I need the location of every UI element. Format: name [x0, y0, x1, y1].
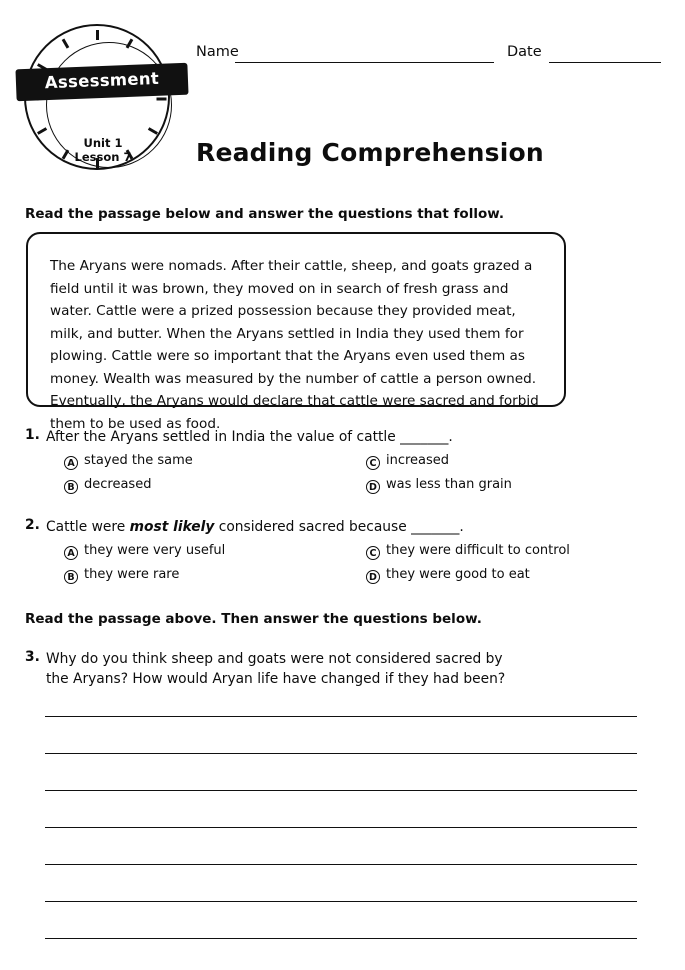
choice-bubble-a[interactable]: A: [64, 546, 78, 560]
choice-label-a: stayed the same: [84, 453, 193, 468]
answer-line[interactable]: [45, 938, 637, 939]
answer-line[interactable]: [45, 753, 637, 754]
question-2-text-after: considered sacred because _______.: [214, 519, 464, 535]
passage-box: [26, 232, 566, 432]
answer-line[interactable]: [45, 790, 637, 791]
question-1-choice-d[interactable]: [366, 477, 512, 494]
choice-bubble-b[interactable]: B: [64, 570, 78, 584]
question-2-text: [46, 517, 606, 537]
choice-bubble-d[interactable]: D: [366, 570, 380, 584]
choice-label-c: increased: [386, 453, 450, 468]
question-1-choice-c[interactable]: [366, 453, 449, 470]
choice-bubble-d[interactable]: D: [366, 480, 380, 494]
badge-unit-lesson: [58, 136, 148, 164]
question-2-number: 2.: [25, 517, 40, 533]
answer-line[interactable]: [45, 827, 637, 828]
question-1-choice-a[interactable]: [64, 453, 193, 470]
question-3-number: 3.: [25, 649, 40, 665]
question-2-choice-b[interactable]: [64, 567, 179, 584]
answer-line[interactable]: [45, 716, 637, 717]
question-2-choice-a[interactable]: [64, 543, 225, 560]
instruction-middle: Read the passage above. Then answer the questions below.: [25, 611, 482, 627]
question-1-number: 1.: [25, 427, 40, 443]
assessment-ribbon-label: Assessment: [44, 68, 160, 93]
question-1-choice-b[interactable]: [64, 477, 151, 494]
question-2-choice-d[interactable]: [366, 567, 530, 584]
answer-line[interactable]: [45, 901, 637, 902]
question-1-text: After the Aryans settled in India the value of cattle _______.: [46, 429, 453, 445]
answer-line[interactable]: [45, 864, 637, 865]
name-label: Name: [196, 44, 239, 60]
name-input-line[interactable]: [235, 62, 494, 63]
choice-bubble-c[interactable]: C: [366, 456, 380, 470]
assessment-ribbon: [15, 63, 188, 102]
badge-lesson-label: Lesson 7: [74, 150, 132, 164]
badge-unit-label: Unit 1: [83, 136, 123, 150]
choice-bubble-c[interactable]: C: [366, 546, 380, 560]
question-2-text-before: Cattle were: [46, 519, 130, 535]
page-title: Reading Comprehension: [196, 138, 544, 167]
choice-bubble-a[interactable]: A: [64, 456, 78, 470]
choice-label-c: they were difficult to control: [386, 543, 570, 558]
question-2-emphasis: most likely: [129, 519, 215, 535]
assessment-badge: [14, 18, 189, 178]
date-input-line[interactable]: [549, 62, 661, 63]
date-label: Date: [507, 44, 542, 60]
question-2-choice-c[interactable]: [366, 543, 570, 560]
choice-label-d: was less than grain: [386, 477, 512, 492]
passage-text: The Aryans were nomads. After their cattle, sheep, and goats grazed a field until it was brown, they moved on in search of fresh grass and water. Cattle were a prized possession because they provided meat, milk, and butter. When the Aryans settled in India they used them for plowing. Cattle were so important that the Aryans even used them as money. Wealth was measured by the number of cattle a person owned. Eventually, the Aryans would declare that cattle were sacred and forbid them to be used as food.: [50, 258, 539, 432]
choice-label-b: they were rare: [84, 567, 180, 582]
choice-label-d: they were good to eat: [386, 567, 530, 582]
instruction-top: Read the passage below and answer the questions that follow.: [25, 206, 504, 222]
choice-label-a: they were very useful: [84, 543, 226, 558]
choice-label-b: decreased: [84, 477, 152, 492]
question-3-text: Why do you think sheep and goats were not considered sacred by the Aryans? How would Aryan life have changed if they had been?: [46, 651, 506, 687]
worksheet-header: [0, 0, 685, 190]
choice-bubble-b[interactable]: B: [64, 480, 78, 494]
